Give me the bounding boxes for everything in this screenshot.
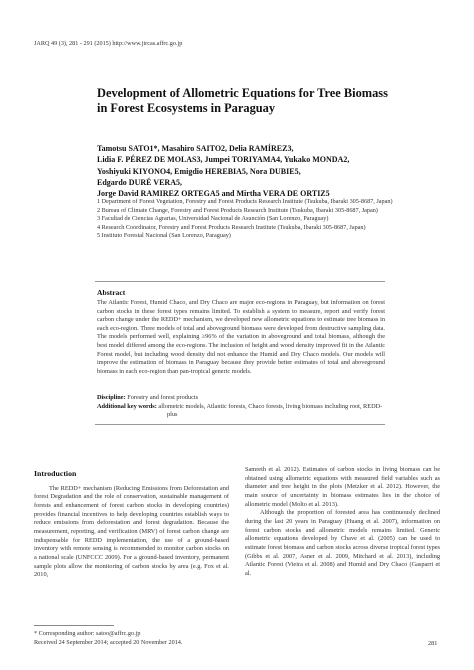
author-line: Edgardo DURÉ VERA5, xyxy=(97,177,182,187)
author-list xyxy=(97,143,417,199)
paper-title: Development of Allometric Equations for Tree Biomass in Forest Ecosystems in Paraguay xyxy=(97,86,388,115)
footnote-rule xyxy=(34,625,114,626)
page-number: 281 xyxy=(428,640,438,647)
body-paragraph: Although the proportion of forested area has continuously declined during the last 20 years in Paraguay (Huang et al. 2007), information on forest carbon stocks and allometric models remains limited. Generic allometric equations developed by Chave et al. (2005) can be used to estimate forest biomass and carbon stocks across diverse tropical forest types (Gibbs et al. 2007, Asner et al. 2009, Mitchard et al. 2013), including Atlantic Forest (Vieira et al. 2008) and Humid and Dry Chaco (Gasparri et al. xyxy=(245,509,440,577)
keywords-label: Additional key words: xyxy=(97,402,157,410)
keywords-block xyxy=(97,394,385,420)
affiliation: 1 Department of Forest Vegetation, Forestry and Forest Products Research Institute (Tsukuba, Ibaraki 305-8687, Japan) xyxy=(97,198,393,205)
affiliation: 5 Instituto Forestal Nacional (San Lorenzo, Paraguay) xyxy=(97,232,231,240)
body-paragraph: Samreth et al. 2012). Estimates of carbon stocks in living biomass can be obtained using allometric equations with measured field variables such as diameter and tree height in the plots (Metzker et al. 2012). However, the main source of uncertainty in biomass estimates lies in the choice of allometric model (Molto et al. 2013). xyxy=(245,466,440,508)
divider xyxy=(95,281,385,282)
left-column xyxy=(34,470,229,580)
affiliation: 4 Research Coordinator, Forestry and Forest Products Research Institute (Tsukuba, Ibaraki 305-8687, Japan) xyxy=(97,223,366,231)
divider xyxy=(95,424,385,425)
received-date: Received 24 September 2014; accepted 20 November 2014. xyxy=(34,639,183,646)
corresponding-author: * Corresponding author: satoo@affrc.go.jp xyxy=(34,630,141,637)
author-line: Tamotsu SATO1*, Masahiro SAITO2, Delia RAMÍREZ3, xyxy=(97,144,294,153)
author-line: Lidia F. PÉREZ DE MOLAS3, Jumpei TORIYAMA4, Yukako MONDA2, xyxy=(97,155,350,165)
author-line: Jorge David RAMIREZ ORTEGA5 and Mirtha VERA DE ORTIZ5 xyxy=(97,189,330,199)
affiliation-list xyxy=(97,198,395,241)
intro-paragraph: The REDD+ mechanism (Reducing Emissions from Deforestation and forest Degradation and the role of conservation, sustainable management of forests and enhancement of forest carbon stocks in developing countries) provides financial incentives to help developing countries establish ways to reduce emissions from deforestation and forest degradation. Because the measurement, reporting, and verification (MRV) of forest carbon change are indispensable for REDD implementation, the use of a ground-based inventory with remote sensing is recommended to monitor carbon stocks on a national scale (UNFCCC 2009). For a ground-based inventory, permanent sample plots allow the monitoring of carbon stocks by area (e.g. Fox et al. 2010, xyxy=(34,484,229,579)
affiliation: 2 Bureau of Climate Change, Forestry and Forest Products Research Institute (Tsukuba, Ibaraki 305-8687, Japan) xyxy=(97,206,378,214)
footnote xyxy=(34,629,182,647)
author-line: Yoshiyuki KIYONO4, Emigdio HEREBIA5, Nora DUBIE5, xyxy=(97,166,301,176)
keywords-value: allometric models, Atlantic forests, Chaco forests, living biomass including root, REDD-plus xyxy=(158,402,383,419)
right-column xyxy=(245,466,440,579)
abstract-heading: Abstract xyxy=(97,288,126,297)
intro-heading: Introduction xyxy=(34,469,77,478)
discipline-label: Discipline: xyxy=(97,394,126,401)
journal-header: JARQ 49 (3), 281 - 291 (2015) http://www.jircas.affrc.go.jp xyxy=(34,40,183,47)
affiliation: 3 Facultad de Ciencias Agrarias, Universidad Nacional de Asunción (San Lorenzo, Paraguay) xyxy=(97,215,329,223)
discipline-value: Forestry and forest products xyxy=(127,394,199,401)
abstract-text: The Atlantic Forest, Humid Chaco, and Dry Chaco are major eco-regions in Paraguay, but information on forest carbon stocks in these forest types remains limited. To establish a system to measure, report and verify forest carbon change under the REDD+ mechanism, we developed new allometric equations to estimate tree biomass in each eco-region. Three models of total and aboveground biomass were developed from destructive sampling data. The models performed well, explaining ≥96% of the variation in aboveground and total biomass, although the best model differed among the eco-regions. The inclusion of height and wood density improved fit in the Atlantic Forest model, but including wood density did not enhance the Humid and Dry Chaco models. Our models will improve the estimation of biomass in Paraguay because they provide better estimates of total and aboveground biomass in each eco-region than pan-tropical generic models. xyxy=(97,299,385,375)
